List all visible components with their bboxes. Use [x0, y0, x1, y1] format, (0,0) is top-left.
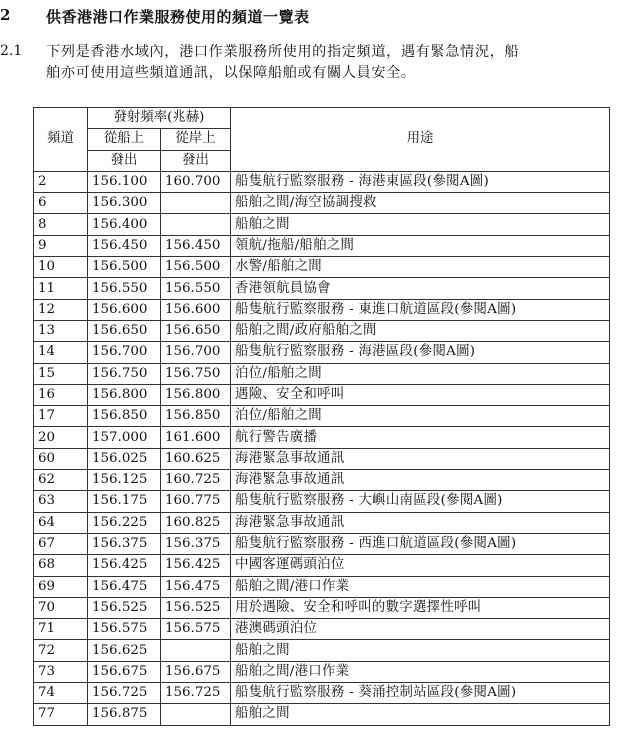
table-row — [34, 278, 610, 299]
usage-cell: 船舶之間/港口作業 — [231, 576, 610, 597]
channel-cell: 69 — [34, 576, 88, 597]
table-row — [34, 320, 610, 341]
usage-cell: 船隻航行監察服務 - 海港東區段(參閱A圖) — [231, 171, 610, 192]
from-ship-cell: 156.125 — [88, 470, 161, 491]
channel-cell: 12 — [34, 299, 88, 320]
table-row — [34, 597, 610, 618]
from-ship-cell: 156.425 — [88, 555, 161, 576]
channel-cell: 63 — [34, 491, 88, 512]
from-shore-cell — [161, 214, 231, 235]
from-shore-cell: 161.600 — [161, 427, 231, 448]
channel-cell: 64 — [34, 512, 88, 533]
from-ship-cell: 157.000 — [88, 427, 161, 448]
table-row — [34, 661, 610, 682]
usage-cell: 船舶之間 — [231, 640, 610, 661]
from-ship-cell: 156.725 — [88, 683, 161, 704]
table-header — [34, 108, 610, 172]
from-shore-cell: 160.625 — [161, 448, 231, 469]
table-row — [34, 704, 610, 725]
from-shore-cell: 156.750 — [161, 363, 231, 384]
channel-cell: 20 — [34, 427, 88, 448]
usage-cell: 船隻航行監察服務 - 東進口航道區段(參閱A圖) — [231, 299, 610, 320]
paragraph-line-2: 舶亦可使用這些頻道通訊，以保障船舶或有關人員安全。 — [46, 65, 416, 81]
usage-cell: 船隻航行監察服務 - 葵涌控制站區段(參閱A圖) — [231, 683, 610, 704]
usage-cell: 用於遇險、安全和呼叫的數字選擇性呼叫 — [231, 597, 610, 618]
from-shore-cell: 156.550 — [161, 278, 231, 299]
from-ship-cell: 156.300 — [88, 193, 161, 214]
table-row — [34, 512, 610, 533]
from-shore-cell — [161, 193, 231, 214]
header-from-ship-line1: 從船上 — [88, 129, 161, 150]
table-row — [34, 171, 610, 192]
usage-cell: 船舶之間 — [231, 704, 610, 725]
usage-cell: 海港緊急事故通訊 — [231, 448, 610, 469]
from-shore-cell: 156.375 — [161, 533, 231, 554]
paragraph-text — [46, 42, 606, 84]
from-ship-cell: 156.550 — [88, 278, 161, 299]
channel-cell: 2 — [34, 171, 88, 192]
header-frequency-group: 發射頻率(兆赫) — [88, 108, 231, 129]
header-usage: 用途 — [231, 108, 610, 172]
from-shore-cell: 156.800 — [161, 384, 231, 405]
from-ship-cell: 156.100 — [88, 171, 161, 192]
channel-cell: 60 — [34, 448, 88, 469]
table-row — [34, 533, 610, 554]
table-row — [34, 363, 610, 384]
from-shore-cell: 156.675 — [161, 661, 231, 682]
from-shore-cell — [161, 640, 231, 661]
from-shore-cell: 156.700 — [161, 342, 231, 363]
from-ship-cell: 156.750 — [88, 363, 161, 384]
table-row — [34, 640, 610, 661]
table-row — [34, 555, 610, 576]
from-ship-cell: 156.800 — [88, 384, 161, 405]
from-ship-cell: 156.850 — [88, 406, 161, 427]
from-ship-cell: 156.450 — [88, 235, 161, 256]
from-shore-cell: 156.650 — [161, 320, 231, 341]
from-shore-cell: 156.600 — [161, 299, 231, 320]
from-ship-cell: 156.675 — [88, 661, 161, 682]
table-row — [34, 491, 610, 512]
usage-cell: 船舶之間/海空協調搜救 — [231, 193, 610, 214]
usage-cell: 海港緊急事故通訊 — [231, 512, 610, 533]
from-ship-cell: 156.875 — [88, 704, 161, 725]
channel-table — [33, 107, 610, 726]
from-shore-cell: 156.525 — [161, 597, 231, 618]
usage-cell: 港澳碼頭泊位 — [231, 619, 610, 640]
channel-cell: 70 — [34, 597, 88, 618]
channel-cell: 8 — [34, 214, 88, 235]
header-from-shore-line1: 從岸上 — [161, 129, 231, 150]
section-number: 2 — [0, 6, 11, 24]
channel-cell: 68 — [34, 555, 88, 576]
usage-cell: 遇險、安全和呼叫 — [231, 384, 610, 405]
from-ship-cell: 156.025 — [88, 448, 161, 469]
channel-cell: 13 — [34, 320, 88, 341]
from-ship-cell: 156.500 — [88, 257, 161, 278]
table-row — [34, 576, 610, 597]
usage-cell: 船舶之間/港口作業 — [231, 661, 610, 682]
from-shore-cell: 156.725 — [161, 683, 231, 704]
from-ship-cell: 156.475 — [88, 576, 161, 597]
paragraph-line-1: 下列是香港水域內，港口作業服務所使用的指定頻道，遇有緊急情況，船 — [46, 44, 520, 60]
from-ship-cell: 156.400 — [88, 214, 161, 235]
channel-cell: 72 — [34, 640, 88, 661]
usage-cell: 船隻航行監察服務 - 西進口航道區段(參閱A圖) — [231, 533, 610, 554]
usage-cell: 泊位/船舶之間 — [231, 363, 610, 384]
table-row — [34, 257, 610, 278]
usage-cell: 航行警告廣播 — [231, 427, 610, 448]
from-shore-cell: 156.500 — [161, 257, 231, 278]
channel-cell: 9 — [34, 235, 88, 256]
from-ship-cell: 156.650 — [88, 320, 161, 341]
table-row — [34, 448, 610, 469]
channel-cell: 74 — [34, 683, 88, 704]
header-from-ship-line2: 發出 — [88, 150, 161, 171]
from-ship-cell: 156.625 — [88, 640, 161, 661]
channel-cell: 11 — [34, 278, 88, 299]
from-shore-cell: 160.775 — [161, 491, 231, 512]
from-shore-cell: 160.825 — [161, 512, 231, 533]
usage-cell: 香港領航員協會 — [231, 278, 610, 299]
channel-cell: 67 — [34, 533, 88, 554]
from-ship-cell: 156.225 — [88, 512, 161, 533]
channel-cell: 17 — [34, 406, 88, 427]
channel-cell: 16 — [34, 384, 88, 405]
usage-cell: 船舶之間/政府船舶之間 — [231, 320, 610, 341]
from-ship-cell: 156.600 — [88, 299, 161, 320]
from-ship-cell: 156.375 — [88, 533, 161, 554]
from-shore-cell: 156.450 — [161, 235, 231, 256]
from-shore-cell: 160.700 — [161, 171, 231, 192]
channel-cell: 14 — [34, 342, 88, 363]
channel-cell: 15 — [34, 363, 88, 384]
channel-cell: 73 — [34, 661, 88, 682]
from-shore-cell: 156.425 — [161, 555, 231, 576]
from-shore-cell: 156.575 — [161, 619, 231, 640]
table-row — [34, 427, 610, 448]
table-row — [34, 299, 610, 320]
usage-cell: 水警/船舶之間 — [231, 257, 610, 278]
usage-cell: 領航/拖船/船舶之間 — [231, 235, 610, 256]
table-body — [34, 171, 610, 725]
channel-cell: 10 — [34, 257, 88, 278]
from-ship-cell: 156.175 — [88, 491, 161, 512]
usage-cell: 船隻航行監察服務 - 大嶼山南區段(參閱A圖) — [231, 491, 610, 512]
table-row — [34, 384, 610, 405]
usage-cell: 船隻航行監察服務 - 海港區段(參閱A圖) — [231, 342, 610, 363]
channel-cell: 62 — [34, 470, 88, 491]
from-ship-cell: 156.525 — [88, 597, 161, 618]
usage-cell: 船舶之間 — [231, 214, 610, 235]
from-ship-cell: 156.700 — [88, 342, 161, 363]
channel-cell: 77 — [34, 704, 88, 725]
from-shore-cell: 160.725 — [161, 470, 231, 491]
from-shore-cell: 156.475 — [161, 576, 231, 597]
usage-cell: 中國客運碼頭泊位 — [231, 555, 610, 576]
from-shore-cell: 156.850 — [161, 406, 231, 427]
channel-cell: 6 — [34, 193, 88, 214]
table-row — [34, 193, 610, 214]
table-row — [34, 406, 610, 427]
table-row — [34, 619, 610, 640]
section-title: 供香港港口作業服務使用的頻道一覽表 — [46, 8, 310, 26]
table-row — [34, 214, 610, 235]
table-row — [34, 470, 610, 491]
table-row — [34, 235, 610, 256]
table-row — [34, 683, 610, 704]
header-from-shore-line2: 發出 — [161, 150, 231, 171]
header-channel: 頻道 — [34, 108, 88, 172]
usage-cell: 泊位/船舶之間 — [231, 406, 610, 427]
table-row — [34, 342, 610, 363]
from-ship-cell: 156.575 — [88, 619, 161, 640]
paragraph-number: 2.1 — [0, 43, 23, 59]
from-shore-cell — [161, 704, 231, 725]
channel-cell: 71 — [34, 619, 88, 640]
usage-cell: 海港緊急事故通訊 — [231, 470, 610, 491]
